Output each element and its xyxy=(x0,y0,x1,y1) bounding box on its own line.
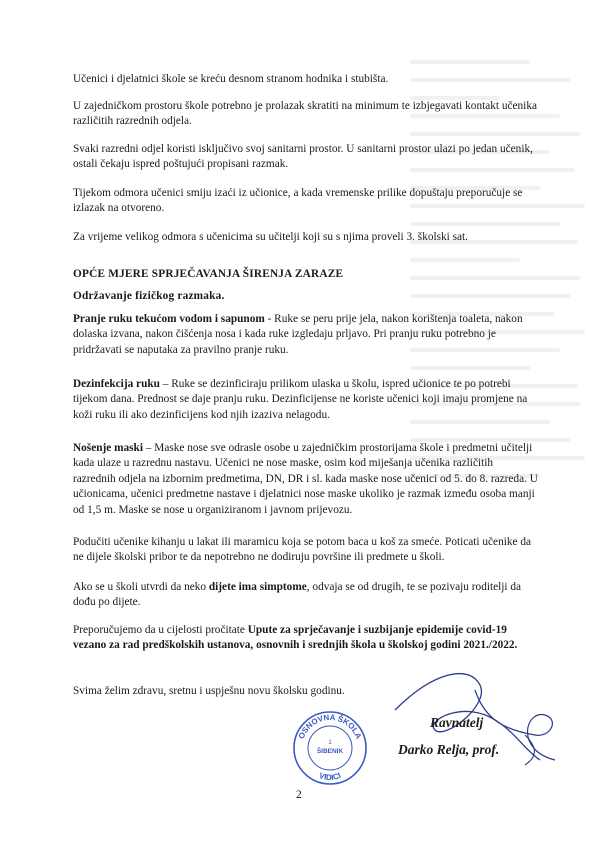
symptoms-bold: dijete ima simptome xyxy=(208,581,307,593)
school-stamp xyxy=(290,708,370,788)
paragraph-masks xyxy=(73,441,538,518)
hand-washing-text: - Ruke se peru prije jela, nakon korištenja toaleta, nakon dolaska izvana, nakon čišćenja nosa i kada ruke izgledaju prljavo. Pri pranju ruku potrebno je pridržavati se naputaka za pravilno pranje ruku. xyxy=(73,313,523,356)
stamp-city: ŠIBENIK xyxy=(316,748,344,755)
svg-text:OSNOVNA ŠKOLA xyxy=(297,713,364,741)
signature-title: Ravnatelj xyxy=(430,715,484,730)
paragraph-movement: Učenici i djelatnici škole se kreću desnom stranom hodnika i stubišta. xyxy=(73,73,389,85)
recommend-pre: Preporučujemo da u cijelosti pročitate xyxy=(73,624,248,636)
symptoms-pre: Ako se u školi utvrdi da neko xyxy=(73,581,209,593)
masks-text: – Maske nose sve odrasle osobe u zajedničkim prostorijama škole i predmetni učitelji kada ulaze u razrednu nastavu. Učenici ne nose maske, osim kod miješanja učenika različitih razrednih odjela na izbornim predmetima, DN, DR i sl. kada maske nose učenici od 5. do 8. razreda. U učionicama, učenici predmetne nastave i djelatnici nose maske ukoliko je razmak između osoba manji od 1,5 m. Maske se nose u organiziranom i javnom prijevozu. xyxy=(73,442,538,516)
disinfection-text: – Ruke se dezinficiraju prilikom ulaska u školu, ispred učionice te po potrebi tijekom dana. Prednost se daje pranju ruku. Dezinficijense ne koriste učenici koji imaju promjene na koži ruku ili ako dezinficijens kod njih izaziva nelagodu. xyxy=(73,378,528,421)
section-heading: OPĆE MJERE SPRJEČAVANJA ŠIRENJA ZARAZE xyxy=(73,268,344,280)
disinfection-title: Dezinfekcija ruku xyxy=(73,378,160,390)
paragraph-big-break: Za vrijeme velikog odmora s učenicima su učitelji koji su s njima proveli 3. školski sat. xyxy=(73,231,469,243)
paragraph-symptoms xyxy=(73,580,538,611)
page-number: 2 xyxy=(296,789,302,801)
signature-name: Darko Relja, prof. xyxy=(398,742,500,757)
masks-title: Nošenje maski xyxy=(73,442,143,454)
paragraph-recommendation xyxy=(73,623,538,654)
hand-washing-title: Pranje ruku tekućom vodom i sapunom xyxy=(73,313,265,325)
paragraph-closing: Svima želim zdravu, sretnu i uspješnu novu školsku godinu. xyxy=(73,685,345,697)
stamp-top-text: OSNOVNA ŠKOLA xyxy=(296,712,364,741)
symptoms-post: , odvaja se od drugih, te se pozivaju roditelji da dođu po dijete. xyxy=(73,581,522,609)
stamp-number: 1 xyxy=(328,740,332,746)
svg-text:VIDICI xyxy=(318,771,342,782)
paragraph-disinfection xyxy=(73,377,538,423)
paragraph-break: Tijekom odmora učenici smiju izaći iz učionice, a kada vremenske prilike dopuštaju preporučuje se izlazak na otvoreno. xyxy=(73,187,523,215)
paragraph-sneezing: Podučiti učenike kihanju u lakat ili maramicu koja se potom baca u koš za smeće. Poticati učenike da ne dijele školski pribor te da nepotrebno ne dodiruju površine ili predmete u školi. xyxy=(73,536,532,564)
paragraph-sanitary: Svaki razredni odjel koristi isključivo svoj sanitarni prostor. U sanitarni prostor ulazi po jedan učenik, ostali čekaju ispred poštujući propisani razmak. xyxy=(73,143,533,171)
recommend-document-title: Upute za sprječavanje i suzbijanje epidemije covid-19 vezano za rad predškolskih ustanova, osnovnih i srednjih škola u školskoj godini 2021./2022. xyxy=(73,624,518,652)
paragraph-hand-washing xyxy=(73,312,538,358)
stamp-bottom-text: VIDICI xyxy=(317,770,343,783)
section-subheading: Održavanje fizičkog razmaka. xyxy=(73,290,225,302)
paragraph-shared-space: U zajedničkom prostoru škole potrebno je prolazak skratiti na minimum te izbjegavati kontakt učenika različitih razrednih odjela. xyxy=(73,100,537,128)
